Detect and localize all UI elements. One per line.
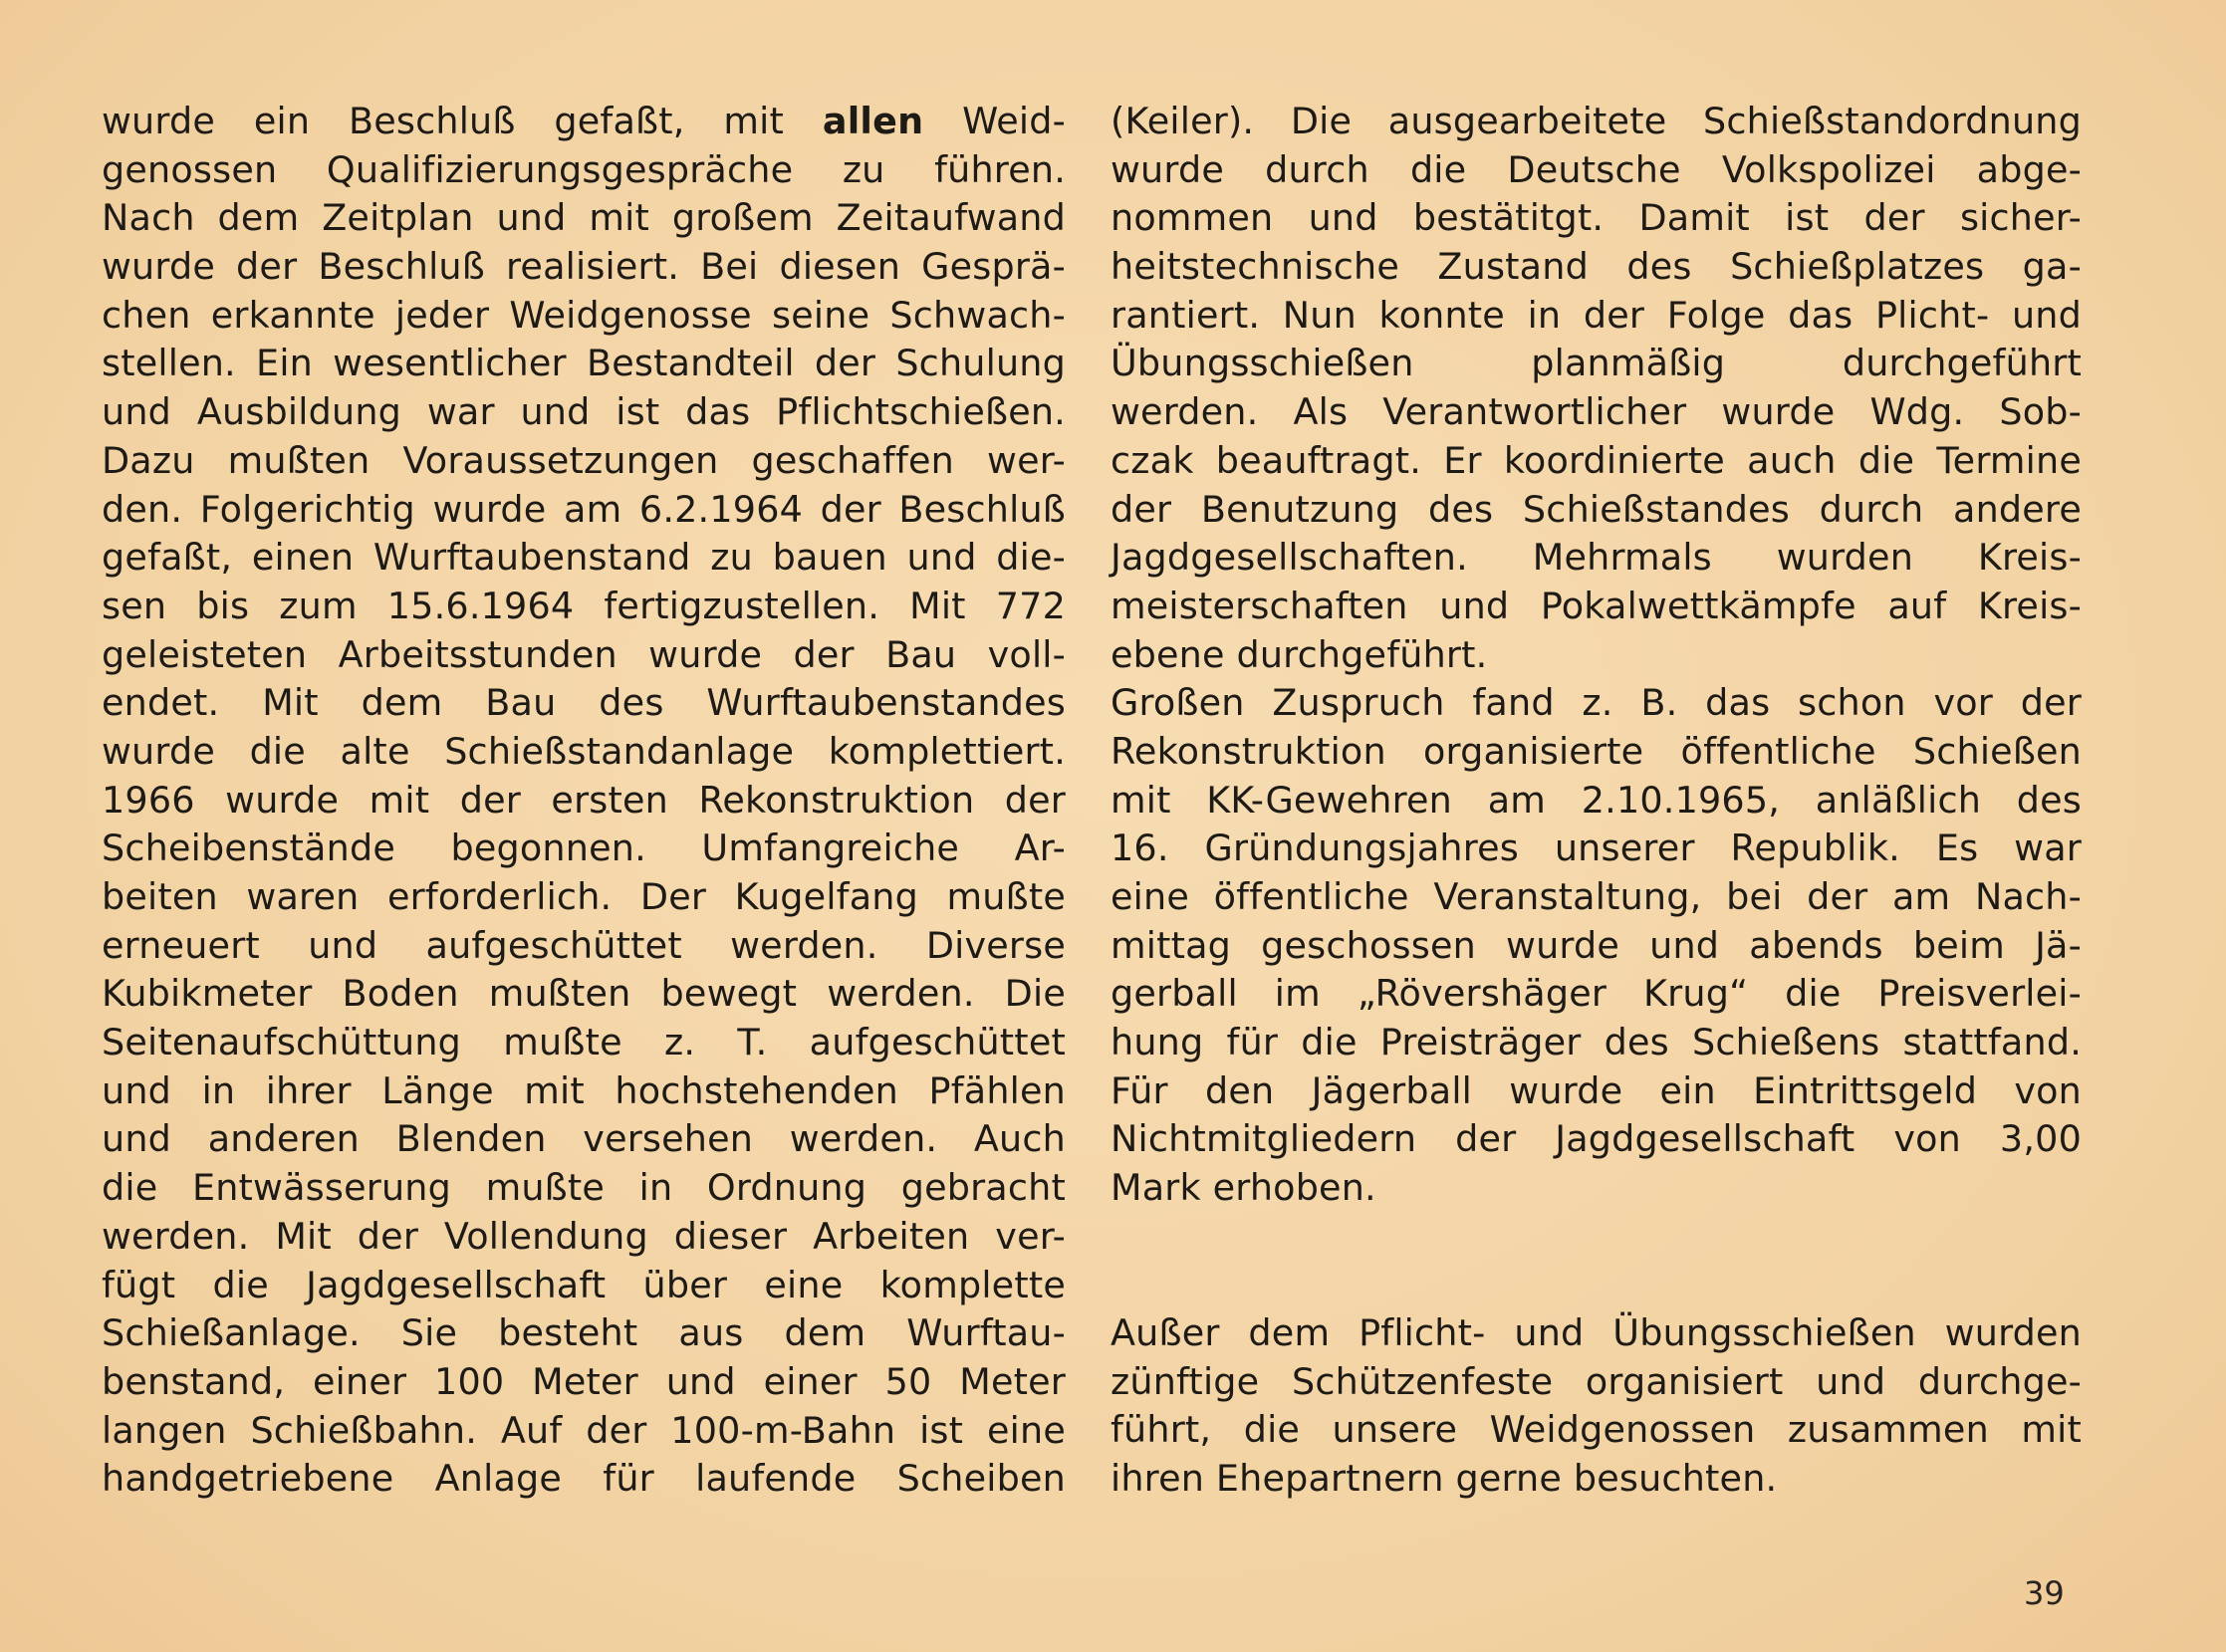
text-line: Großen Zuspruch fand z. B. das schon vor der bbox=[1111, 681, 2082, 725]
text-line: heitstechnische Zustand des Schießplatzes ga- bbox=[1111, 245, 2082, 289]
text-line: czak beauftragt. Er koordinierte auch die Termine bbox=[1111, 438, 2082, 482]
text-line: gerball im „Rövershäger Krug“ die Preisverlei- bbox=[1111, 972, 2082, 1016]
text-line: Kubikmeter Boden mußten bewegt werden. Die bbox=[102, 972, 1066, 1016]
text-line: Außer dem Pflicht- und Übungsschießen wurden bbox=[1111, 1310, 2082, 1354]
text-line: den. Folgerichtig wurde am 6.2.1964 der Beschluß bbox=[102, 487, 1066, 531]
paragraph-gap bbox=[1111, 1213, 2082, 1309]
text-line: Mark erhoben. bbox=[1111, 1166, 1376, 1210]
text-line: langen Schießbahn. Auf der 100-m-Bahn ist eine bbox=[102, 1408, 1066, 1452]
text-line: hung für die Preisträger des Schießens stattfand. bbox=[1111, 1021, 2082, 1064]
text-line: geleisteten Arbeitsstunden wurde der Bau voll- bbox=[102, 632, 1066, 676]
text-line: 1966 wurde mit der ersten Rekonstruktion der bbox=[102, 778, 1066, 822]
bold-word: allen bbox=[822, 100, 924, 142]
text-line: erneuert und aufgeschüttet werden. Diverse bbox=[102, 923, 1066, 967]
text-line: Nach dem Zeitplan und mit großem Zeitaufwand bbox=[102, 196, 1066, 240]
text-line: werden. Als Verantwortlicher wurde Wdg. Sob- bbox=[1111, 390, 2082, 434]
text-line: (Keiler). Die ausgearbeitete Schießstandordnung bbox=[1111, 100, 2082, 142]
paragraph-schuetzenfeste bbox=[1111, 1309, 2082, 1504]
text-line: wurde die alte Schießstandanlage komplettiert. bbox=[102, 729, 1066, 773]
text-line: eine öffentliche Veranstaltung, bei der am Nach- bbox=[1111, 875, 2082, 918]
text-line: und in ihrer Länge mit hochstehenden Pfählen bbox=[102, 1068, 1066, 1112]
text-line: Übungsschießen planmäßig durchgeführt bbox=[1111, 342, 2082, 385]
text-line: mittag geschossen wurde und abends beim Jä- bbox=[1111, 923, 2082, 967]
text-line: beiten waren erforderlich. Der Kugelfang mußte bbox=[102, 875, 1066, 918]
text-line: ebene durchgeführt. bbox=[1111, 632, 1488, 676]
text-line: werden. Mit der Vollendung dieser Arbeiten ver- bbox=[102, 1214, 1066, 1258]
text-line: genossen Qualifizierungsgespräche zu führen. bbox=[102, 147, 1066, 191]
text-line: Scheibenstände begonnen. Umfangreiche Ar- bbox=[102, 826, 1066, 870]
text-line: ihren Ehepartnern gerne besuchten. bbox=[1111, 1456, 1778, 1500]
text-line: führt, die unsere Weidgenossen zusammen mit bbox=[1111, 1408, 2082, 1452]
text-line: der Benutzung des Schießstandes durch andere bbox=[1111, 487, 2082, 531]
text-line: wurde der Beschluß realisiert. Bei diesen Gesprä- bbox=[102, 245, 1066, 289]
text-line: stellen. Ein wesentlicher Bestandteil der Schulung bbox=[102, 342, 1066, 385]
text-line: sen bis zum 15.6.1964 fertigzustellen. Mit 772 bbox=[102, 584, 1066, 627]
text-line: Für den Jägerball wurde ein Eintrittsgeld von bbox=[1111, 1068, 2082, 1112]
right-column bbox=[1111, 98, 2082, 1504]
text-line: Dazu mußten Voraussetzungen geschaffen wer- bbox=[102, 438, 1066, 482]
text-line: 16. Gründungsjahres unserer Republik. Es war bbox=[1111, 826, 2082, 870]
text-line: mit KK-Gewehren am 2.10.1965, anläßlich des bbox=[1111, 778, 2082, 822]
left-column bbox=[102, 98, 1066, 1504]
text-line: Nichtmitgliedern der Jagdgesellschaft von 3,00 bbox=[1111, 1117, 2082, 1161]
text-line: Jagdgesellschaften. Mehrmals wurden Kreis- bbox=[1111, 536, 2082, 580]
text-line: nommen und bestätitgt. Damit ist der sicher- bbox=[1111, 196, 2082, 240]
text-line: fügt die Jagdgesellschaft über eine komplette bbox=[102, 1263, 1066, 1306]
text-line: handgetriebene Anlage für laufende Scheiben bbox=[102, 1457, 1066, 1501]
text-line: zünftige Schützenfeste organisiert und durchge- bbox=[1111, 1359, 2082, 1403]
paragraph-schiessstandordnung bbox=[1111, 98, 2082, 679]
text-line: die Entwässerung mußte in Ordnung gebracht bbox=[102, 1166, 1066, 1210]
text-line: endet. Mit dem Bau des Wurftaubenstandes bbox=[102, 681, 1066, 725]
text-line: meisterschaften und Pokalwettkämpfe auf Kreis- bbox=[1111, 584, 2082, 627]
text-line: chen erkannte jeder Weidgenosse seine Schwach- bbox=[102, 293, 1066, 337]
text-line: und anderen Blenden versehen werden. Auch bbox=[102, 1117, 1066, 1161]
page-number: 39 bbox=[2024, 1574, 2065, 1612]
text-line: rantiert. Nun konnte in der Folge das Plicht- und bbox=[1111, 293, 2082, 337]
text-line: gefaßt, einen Wurftaubenstand zu bauen und die- bbox=[102, 536, 1066, 580]
paragraph-oeffentliches-schiessen bbox=[1111, 679, 2082, 1213]
text-line: wurde durch die Deutsche Volkspolizei abge- bbox=[1111, 147, 2082, 191]
text-line: und Ausbildung war und ist das Pflichtschießen. bbox=[102, 390, 1066, 434]
text-line: wurde ein Beschluß gefaßt, mit allen Weid- bbox=[102, 100, 1066, 142]
text-line: Rekonstruktion organisierte öffentliche Schießen bbox=[1111, 729, 2082, 773]
text-line: Schießanlage. Sie besteht aus dem Wurftau- bbox=[102, 1311, 1066, 1355]
text-line: Seitenaufschüttung mußte z. T. aufgeschüttet bbox=[102, 1021, 1066, 1064]
text-line: benstand, einer 100 Meter und einer 50 Meter bbox=[102, 1359, 1066, 1403]
